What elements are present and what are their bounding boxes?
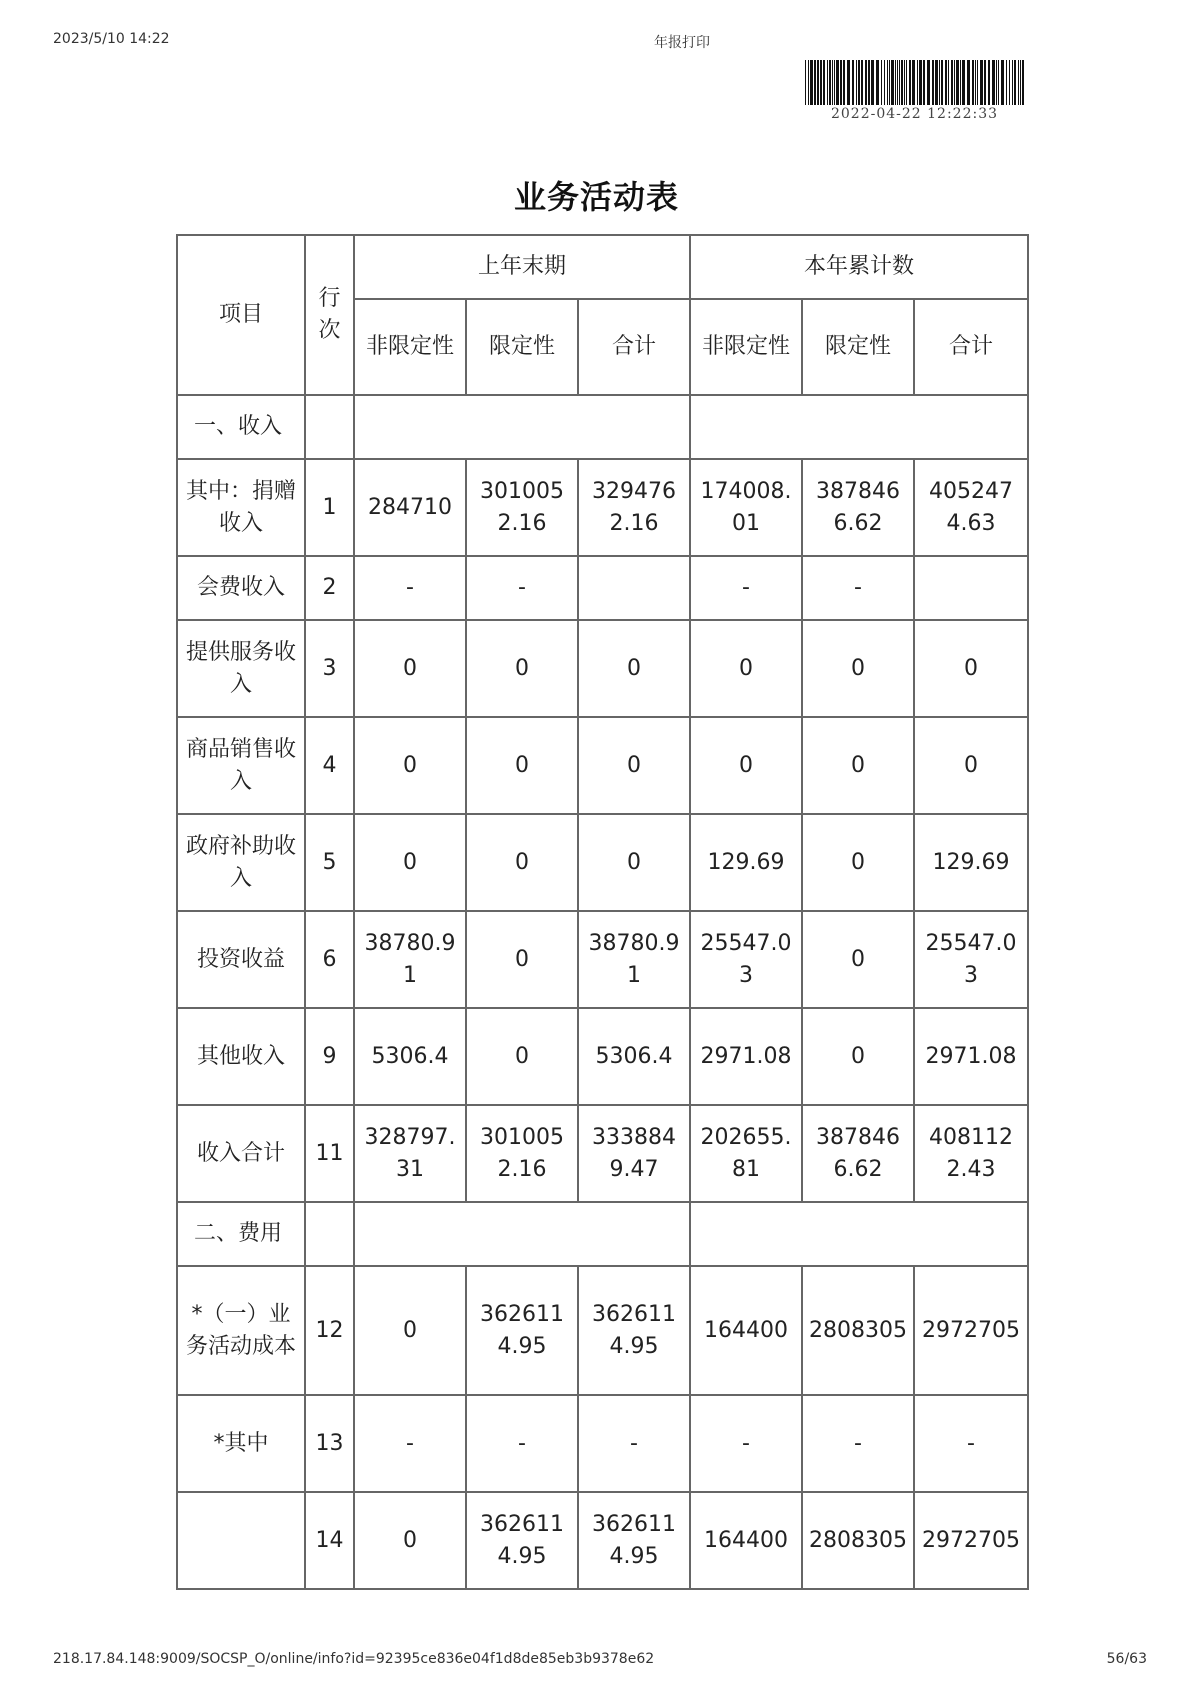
barcode-bar: [1012, 60, 1013, 105]
barcode-bar: [865, 60, 867, 105]
value-prev-restricted: 0: [466, 717, 578, 814]
value-prev-total: 0: [578, 620, 690, 717]
value-prev-unrestricted: 38780.91: [354, 911, 466, 1008]
barcode-bar: [897, 60, 898, 105]
value-prev-total: -: [578, 1395, 690, 1492]
value-prev-total: 3338849.47: [578, 1105, 690, 1202]
value-curr-total: 2971.08: [914, 1008, 1028, 1105]
value-curr-restricted: 0: [802, 620, 914, 717]
table-row: [177, 1105, 1028, 1202]
barcode-bar: [884, 60, 885, 105]
value-prev-total: 3626114.95: [578, 1266, 690, 1395]
row-no-cell: 4: [305, 717, 354, 814]
barcode-bar: [932, 60, 934, 105]
value-curr-unrestricted: 164400: [690, 1492, 802, 1589]
value-prev-total: [578, 556, 690, 620]
barcode-bar: [889, 60, 890, 105]
row-no-cell: 9: [305, 1008, 354, 1105]
item-cell: 收入合计: [177, 1105, 305, 1202]
table-row: [177, 1008, 1028, 1105]
row-no-cell: 13: [305, 1395, 354, 1492]
table-row: [177, 717, 1028, 814]
barcode-bar: [843, 60, 845, 105]
value-prev-restricted: 3626114.95: [466, 1266, 578, 1395]
value-prev-restricted: 0: [466, 1008, 578, 1105]
blank-cell: [690, 395, 1028, 459]
barcode-bar: [975, 60, 976, 105]
value-prev-total: 3626114.95: [578, 1492, 690, 1589]
barcode-bar: [967, 60, 970, 105]
barcode-bar: [808, 60, 809, 105]
header-prev-total: 合计: [578, 299, 690, 395]
header-curr-restricted: 限定性: [802, 299, 914, 395]
section-row-income: [177, 395, 1028, 459]
header-curr-total: 合计: [914, 299, 1028, 395]
barcode-bar: [901, 60, 903, 105]
print-title: 年报打印: [654, 35, 710, 51]
value-prev-unrestricted: 0: [354, 620, 466, 717]
barcode-bar: [832, 60, 833, 105]
header-item: 项目: [177, 235, 305, 395]
value-prev-total: 0: [578, 814, 690, 911]
value-curr-unrestricted: 164400: [690, 1266, 802, 1395]
table-row: [177, 556, 1028, 620]
barcode-bar: [1001, 60, 1004, 105]
barcode-bar: [820, 60, 822, 105]
barcode-bar: [996, 60, 997, 105]
value-curr-unrestricted: 0: [690, 717, 802, 814]
value-prev-restricted: 0: [466, 911, 578, 1008]
barcode-bar: [823, 60, 825, 105]
value-curr-unrestricted: 2971.08: [690, 1008, 802, 1105]
barcode-bar: [909, 60, 911, 105]
table-row: [177, 814, 1028, 911]
header-curr-unrestricted: 非限定性: [690, 299, 802, 395]
item-cell: 其他收入: [177, 1008, 305, 1105]
row-no-cell: 1: [305, 459, 354, 556]
barcode-bar: [988, 60, 990, 105]
item-cell: 商品销售收入: [177, 717, 305, 814]
barcode-bar: [977, 60, 978, 105]
barcode-image: [805, 60, 1024, 105]
barcode-bar: [805, 60, 806, 105]
value-curr-unrestricted: 25547.03: [690, 911, 802, 1008]
barcode-bar: [810, 60, 813, 105]
header-group-prev: 上年末期: [354, 235, 690, 299]
value-curr-unrestricted: 174008.01: [690, 459, 802, 556]
blank-cell: [354, 1202, 690, 1266]
table-row: [177, 620, 1028, 717]
barcode-bar: [836, 60, 839, 105]
barcode-bar: [998, 60, 999, 105]
header-prev-restricted: 限定性: [466, 299, 578, 395]
value-curr-unrestricted: 202655.81: [690, 1105, 802, 1202]
barcode-bar: [847, 60, 850, 105]
barcode-bar: [939, 60, 940, 105]
table-row: [177, 911, 1028, 1008]
barcode-bar: [941, 60, 943, 105]
value-prev-unrestricted: -: [354, 556, 466, 620]
item-cell: 提供服务收入: [177, 620, 305, 717]
value-curr-restricted: 3878466.62: [802, 1105, 914, 1202]
barcode-bar: [840, 60, 842, 105]
value-prev-restricted: 0: [466, 620, 578, 717]
barcode-bar: [1006, 60, 1007, 105]
value-curr-unrestricted: -: [690, 1395, 802, 1492]
row-no-cell: 5: [305, 814, 354, 911]
item-cell: *（一）业务活动成本: [177, 1266, 305, 1395]
value-prev-unrestricted: 284710: [354, 459, 466, 556]
value-curr-restricted: -: [802, 556, 914, 620]
page-number: 56/63: [1106, 1651, 1147, 1667]
value-prev-restricted: 3626114.95: [466, 1492, 578, 1589]
row-no-cell: 2: [305, 556, 354, 620]
print-datetime: 2023/5/10 14:22: [53, 31, 170, 47]
value-curr-total: 2972705: [914, 1492, 1028, 1589]
header-prev-unrestricted: 非限定性: [354, 299, 466, 395]
barcode-bar: [945, 60, 947, 105]
business-activity-table: [176, 234, 1029, 1590]
value-curr-restricted: 0: [802, 1008, 914, 1105]
barcode-bar: [917, 60, 918, 105]
barcode-bar: [856, 60, 857, 105]
value-prev-unrestricted: 0: [354, 814, 466, 911]
barcode-bar: [881, 60, 882, 105]
header-row-no: 行次: [305, 235, 354, 395]
table-row: [177, 1266, 1028, 1395]
barcode-bar: [871, 60, 874, 105]
value-prev-total: 5306.4: [578, 1008, 690, 1105]
row-no-cell: 14: [305, 1492, 354, 1589]
row-no-cell: 12: [305, 1266, 354, 1395]
barcode-bar: [858, 60, 860, 105]
value-curr-total: 0: [914, 620, 1028, 717]
barcode-bar: [935, 60, 938, 105]
item-cell: 投资收益: [177, 911, 305, 1008]
row-no-cell: 11: [305, 1105, 354, 1202]
value-curr-restricted: 0: [802, 814, 914, 911]
barcode-bar: [868, 60, 870, 105]
value-prev-total: 3294762.16: [578, 459, 690, 556]
value-prev-total: 38780.91: [578, 911, 690, 1008]
barcode-bar: [1018, 60, 1019, 105]
value-curr-unrestricted: 0: [690, 620, 802, 717]
barcode-bar: [829, 60, 831, 105]
page-title: 业务活动表: [513, 178, 679, 216]
barcode-bar: [962, 60, 965, 105]
value-curr-restricted: -: [802, 1395, 914, 1492]
value-prev-unrestricted: 0: [354, 717, 466, 814]
barcode-bar: [1020, 60, 1021, 105]
barcode-bar: [951, 60, 953, 105]
value-curr-total: -: [914, 1395, 1028, 1492]
value-curr-restricted: 3878466.62: [802, 459, 914, 556]
row-no-cell: [305, 395, 354, 459]
barcode-bar: [827, 60, 828, 105]
barcode-bar: [927, 60, 930, 105]
value-curr-restricted: 2808305: [802, 1492, 914, 1589]
item-cell: 会费收入: [177, 556, 305, 620]
value-prev-restricted: 0: [466, 814, 578, 911]
value-curr-total: 2972705: [914, 1266, 1028, 1395]
value-curr-total: [914, 556, 1028, 620]
value-curr-restricted: 2808305: [802, 1266, 914, 1395]
barcode-bar: [904, 60, 905, 105]
barcode-bar: [861, 60, 863, 105]
barcode-bar: [923, 60, 925, 105]
value-prev-restricted: -: [466, 1395, 578, 1492]
barcode-bar: [972, 60, 974, 105]
table-row: [177, 1395, 1028, 1492]
item-cell: 政府补助收入: [177, 814, 305, 911]
value-curr-unrestricted: 129.69: [690, 814, 802, 911]
barcode-bar: [912, 60, 915, 105]
row-no-cell: [305, 1202, 354, 1266]
barcode-bar: [899, 60, 900, 105]
section-row-expense: [177, 1202, 1028, 1266]
value-curr-total: 4081122.43: [914, 1105, 1028, 1202]
barcode-bar: [980, 60, 983, 105]
barcode-bar: [876, 60, 879, 105]
barcode-bar: [1014, 60, 1016, 105]
barcode-bar: [992, 60, 995, 105]
header-group-curr: 本年累计数: [690, 235, 1028, 299]
barcode-bar: [895, 60, 896, 105]
item-cell: *其中: [177, 1395, 305, 1492]
barcode-timestamp: 2022-04-22 12:22:33: [830, 106, 999, 122]
barcode-bar: [1022, 60, 1024, 105]
barcode-bar: [834, 60, 835, 105]
table-row: [177, 1492, 1028, 1589]
barcode-bar: [956, 60, 959, 105]
barcode-bar: [906, 60, 907, 105]
value-prev-total: 0: [578, 717, 690, 814]
blank-cell: [354, 395, 690, 459]
section-label: 一、收入: [177, 395, 305, 459]
value-curr-total: 4052474.63: [914, 459, 1028, 556]
value-prev-unrestricted: 5306.4: [354, 1008, 466, 1105]
barcode-bar: [887, 60, 888, 105]
value-prev-unrestricted: 0: [354, 1492, 466, 1589]
value-curr-restricted: 0: [802, 717, 914, 814]
value-curr-total: 25547.03: [914, 911, 1028, 1008]
value-curr-total: 129.69: [914, 814, 1028, 911]
item-cell: 其中：捐赠收入: [177, 459, 305, 556]
value-prev-restricted: -: [466, 556, 578, 620]
row-no-cell: 3: [305, 620, 354, 717]
table-row: [177, 459, 1028, 556]
barcode-bar: [891, 60, 894, 105]
barcode-bar: [960, 60, 961, 105]
barcode-bar: [984, 60, 986, 105]
barcode-bar: [1009, 60, 1010, 105]
footer-url: 218.17.84.148:9009/SOCSP_O/online/info?id=92395ce836e04f1d8de85eb3b9378e62: [53, 1651, 655, 1667]
value-prev-restricted: 3010052.16: [466, 459, 578, 556]
value-curr-total: 0: [914, 717, 1028, 814]
value-curr-unrestricted: -: [690, 556, 802, 620]
value-curr-restricted: 0: [802, 911, 914, 1008]
value-prev-unrestricted: 0: [354, 1266, 466, 1395]
barcode-bar: [852, 60, 854, 105]
value-prev-unrestricted: -: [354, 1395, 466, 1492]
row-no-cell: 6: [305, 911, 354, 1008]
table-body: [177, 395, 1028, 1589]
section-label: 二、费用: [177, 1202, 305, 1266]
barcode-bar: [954, 60, 955, 105]
barcode-bar: [814, 60, 816, 105]
blank-cell: [690, 1202, 1028, 1266]
barcode-bar: [817, 60, 819, 105]
barcode-bar: [948, 60, 949, 105]
barcode-bar: [919, 60, 922, 105]
item-cell: [177, 1492, 305, 1589]
value-prev-unrestricted: 328797.31: [354, 1105, 466, 1202]
value-prev-restricted: 3010052.16: [466, 1105, 578, 1202]
